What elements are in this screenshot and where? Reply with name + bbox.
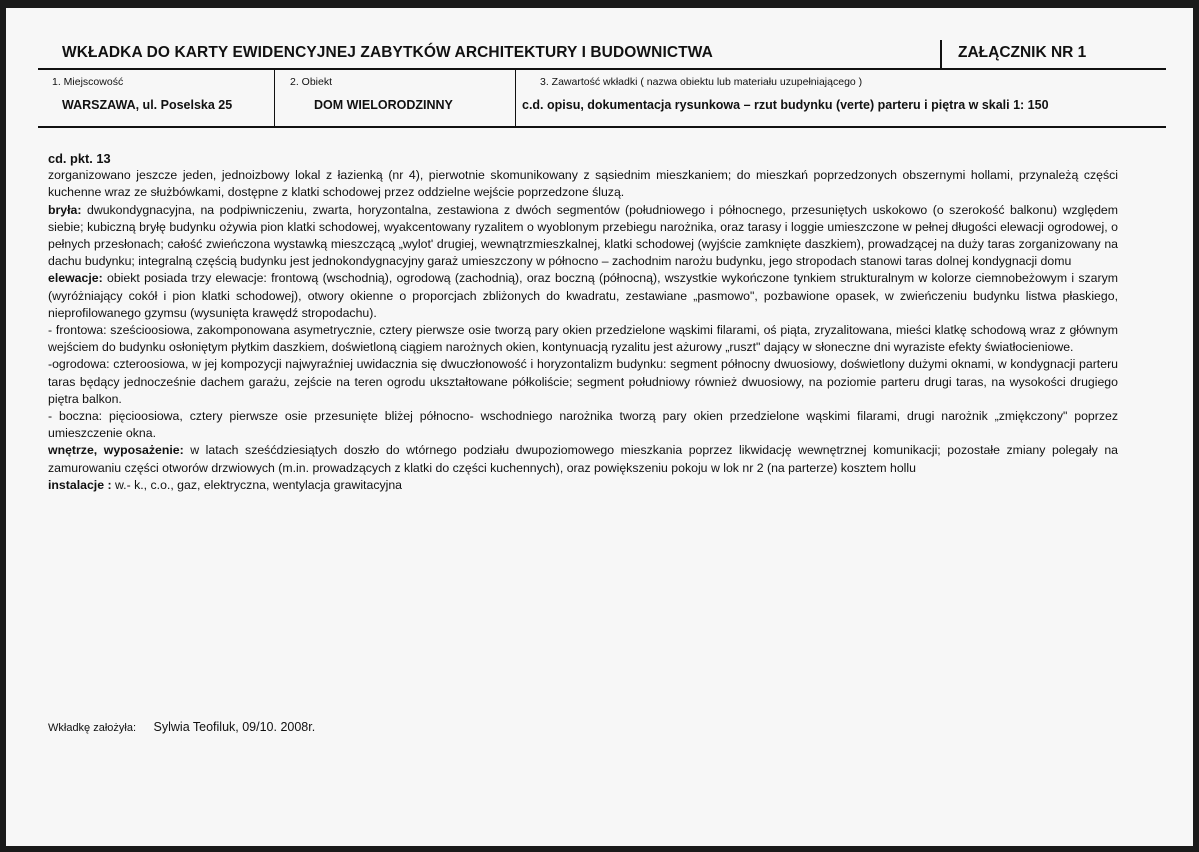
paragraph-frontowa: - frontowa: sześcioosiowa, zakomponowana asymetrycznie, cztery pierwsze osie tworzą pary okien przedzielone wąskimi filarami, oś piąta, zryzalitowana, mieści klatkę schodową wraz z głównym wejściem do budynku osłoniętym płytkim daszkiem, doświetloną ciągiem narożnych okien, kontynuacją ryzalitu jest ażurowy „ruszt" dający w słoneczne dni wyraziste efekty światłocieniowe.: [48, 323, 1118, 355]
paragraph-wnetrze: [48, 442, 1118, 476]
paragraph-ogrodowa: -ogrodowa: czteroosiowa, w jej kompozycji najwyraźniej uwidacznia się dwuczłonowość i horyzontalizm budynku: segment północny dwuosiowy, doświetlony dużymi oknami, w kondygnacji parteru taras będący jednocześnie dachem garażu, zejście na teren ogrodu ukształtowane półkoliście; segment południowy również dwuosiowy, na poziomie parteru drugi taras, na wysokości drugiego piętra balkon.: [48, 357, 1118, 406]
paragraph-intro: zorganizowano jeszcze jeden, jednoizbowy lokal z łazienką (nr 4), pierwotnie skomunikowany z sąsiednim mieszkaniem; do mieszkań poprzedzonych obszernymi hollami, przynależą części kuchenne wraz ze służbówkami, dostępne z klatki schodowej przez oddzielne wejście poprzedzone śluzą.: [48, 168, 1118, 200]
paragraph-instalacje: [48, 477, 1118, 494]
instalacje-label: instalacje :: [48, 477, 112, 492]
contents-value: c.d. opisu, dokumentacja rysunkowa – rzut budynku (verte) parteru i piętra w skali 1: 150: [522, 98, 1049, 112]
table-rule-top: [38, 68, 1166, 70]
wnetrze-text: w latach sześćdziesiątych doszło do wtórnego podziału dwupoziomowego mieszkania poprzez likwidację wewnętrznej komunikacji; pozostałe zmiany polegały na zamurowaniu części otworów drzwiowych (m.in. prowadzących z klatki do części kuchennych), oraz powiększeniu pokoju w lok nr 2 (na parterze) kosztem hollu: [48, 443, 1118, 475]
object-label: 2. Obiekt: [290, 76, 333, 88]
elewacje-text: obiekt posiada trzy elewacje: frontową (wschodnią), ogrodową (zachodnią), oraz boczną (północną), wszystkie wykończone tynkiem strukturalnym w kolorze ciemnobeżowym i szarym (wyróżniający cokół i pion klatki schodowej), otwory okienne o proporcjach zbliżonych do kwadratu, zestawiane „pasmowo", pozbawione opasek, w zwieńczeniu budynku listwa płaskiego, nieprofilowanego gzymsu (wysunięta krawędź stropodachu).: [48, 271, 1118, 320]
header-divider: [940, 40, 942, 68]
section-heading: cd. pkt. 13: [48, 151, 111, 166]
object-value: DOM WIELORODZINNY: [314, 98, 453, 112]
instalacje-text: w.- k., c.o., gaz, elektryczna, wentylacja grawitacyjna: [111, 477, 403, 492]
location-label: 1. Miejscowość: [52, 76, 124, 88]
column-separator: [274, 70, 275, 126]
author-footer: [48, 720, 315, 734]
document-title: WKŁADKA DO KARTY EWIDENCYJNEJ ZABYTKÓW ARCHITEKTURY I BUDOWNICTWA: [62, 44, 713, 61]
paragraph-bryla: [48, 202, 1118, 271]
wnetrze-label: wnętrze, wyposażenie:: [48, 443, 184, 458]
bryla-text: dwukondygnacyjna, na podpiwniczeniu, zwarta, horyzontalna, zestawiona z dwóch segmentów (południowego i północnego, przesuniętych uskokowo (o szerokość balkonu) względem siebie; kubiczną bryłę budynku ożywia pion klatki schodowej, wyakcentowany ryzalitem o wyoblonym przebiegu narożnika, oraz tarasy i loggie umieszczone w pełnej długości elewacji ogrodowej, o pełnych przesłonach; całość zwieńczona wystawką mieszczącą „wylot' drugiej, wewnątrzmieszkalnej, klatki schodowej (wyjście zamknięte daszkiem), prowadzącej na duży taras zorganizowany na dachu budynku; integralną częścią budynku jest jednokondygnacyjny garaż umieszczony w północno – zachodnim narożu budynku, jego stropodach stanowi taras dolnej kondygnacji domu: [48, 202, 1118, 269]
scan-border-bottom: [0, 846, 1199, 852]
attachment-number: ZAŁĄCZNIK NR 1: [958, 44, 1087, 61]
paragraph-boczna: - boczna: pięcioosiowa, cztery pierwsze osie przesunięte bliżej północno- wschodniego narożnika tworzą pary okien przedzielone wąskimi filarami, drugi narożnik „zmiękczony" poprzez umieszczenie okna.: [48, 409, 1118, 441]
location-value: WARSZAWA, ul. Poselska 25: [62, 98, 233, 112]
table-rule-bottom: [38, 126, 1166, 128]
author-label: Wkładkę założyła:: [48, 722, 137, 734]
column-separator: [515, 70, 516, 126]
elewacje-label: elewacje:: [48, 271, 103, 286]
scan-border-top: [0, 0, 1199, 8]
description-body: [48, 150, 1118, 494]
author-value: Sylwia Teofiluk, 09/10. 2008r.: [153, 720, 316, 734]
contents-label: 3. Zawartość wkładki ( nazwa obiektu lub materiału uzupełniającego ): [540, 76, 863, 88]
paragraph-elewacje: [48, 270, 1118, 322]
bryla-label: bryła:: [48, 202, 82, 217]
scan-border-right: [1193, 0, 1199, 852]
scan-border-left: [0, 0, 6, 852]
